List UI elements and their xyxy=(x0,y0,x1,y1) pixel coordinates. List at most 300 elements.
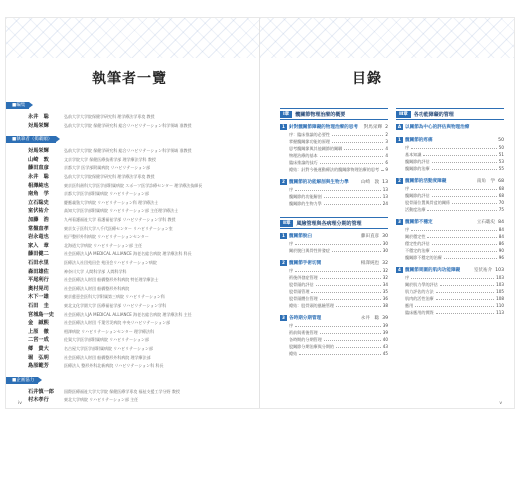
toc-entry xyxy=(280,145,388,152)
toc-entry xyxy=(396,165,504,172)
entry-page: 38 xyxy=(382,303,388,308)
toc-entry xyxy=(396,226,504,233)
chapter-title: 髖關節物理治療的概要 xyxy=(295,111,346,118)
section-page: 2 xyxy=(385,124,388,130)
contributor-name: 藤田直彦 xyxy=(28,165,49,172)
contributor-affiliation: 佐賀大学医学部附属病院 リハビリテーション部 xyxy=(64,337,149,343)
section-number: A xyxy=(397,124,402,129)
contributor-affiliation: 相澤病院 リハビリテーションセンター 理学療法科 xyxy=(64,328,155,334)
leader-dots xyxy=(444,257,497,259)
contributor-affiliation: 東北大学病院 リハビリテーション部 主任 xyxy=(64,397,139,403)
contributor-row xyxy=(28,164,248,172)
leader-dots xyxy=(336,346,381,348)
toc-entry xyxy=(396,185,504,192)
entry-text: 股骨頭的評估 xyxy=(289,281,314,287)
left-page xyxy=(6,18,260,408)
chapter-heading xyxy=(280,108,388,120)
entry-text: 肌力評估的方法 xyxy=(405,288,434,294)
leader-dots xyxy=(320,298,381,300)
entry-page: 70 xyxy=(498,200,504,205)
leader-dots xyxy=(320,155,384,157)
section-title: 各時期分期管理 xyxy=(289,316,322,321)
entry-text: 總結：針對今後運動療法的髖關節物理治療的思考 xyxy=(289,166,380,172)
section-title: 髖關節的活動度障礙 xyxy=(405,179,447,184)
contributor-name: 村木孝行 xyxy=(28,397,49,404)
contributor-row xyxy=(28,216,248,224)
contributor-row xyxy=(28,354,248,362)
section-author: 對馬栄輝 xyxy=(363,125,383,130)
toc-entry xyxy=(280,288,388,295)
contributor-affiliation: 社会医療法人JA MEDICAL ALLIANCE 海老名総合病院 理学療法科 科長 xyxy=(64,251,192,257)
section-number: 2 xyxy=(280,179,287,185)
leader-dots xyxy=(436,298,495,300)
toc-entry xyxy=(396,281,504,288)
decorative-pattern xyxy=(6,18,260,58)
contributor-row xyxy=(28,302,248,310)
contributor-row xyxy=(28,293,248,301)
leader-dots xyxy=(452,202,497,204)
entry-page: 39 xyxy=(382,323,388,328)
contributor-row xyxy=(28,328,248,336)
section-title: 髖關節周圍的肌肉功能障礙 xyxy=(405,268,461,273)
entry-text: 總結 xyxy=(289,350,298,356)
entry-text: 關於穩定性 xyxy=(405,233,426,239)
section-heading xyxy=(396,218,504,226)
entry-page: 34 xyxy=(382,282,388,287)
entry-text: 臨床應用的實際 xyxy=(405,309,434,315)
section-number: 4 xyxy=(396,267,403,273)
entry-page: 51 xyxy=(498,152,504,157)
entry-page: 55 xyxy=(498,166,504,171)
toc-entry xyxy=(280,322,388,329)
contributor-affiliation: 弘前大学大学院 保健学研究科 総合リハビリテーション科学領域 准教授 xyxy=(64,148,192,154)
section-title: 髖關節不穩定 xyxy=(405,220,433,225)
entry-text: 總結：股骨頭的風險管理 xyxy=(289,302,335,308)
contributor-name: 石田 圭 xyxy=(28,303,49,309)
contributor-name: 木下一雄 xyxy=(28,294,49,301)
leader-dots xyxy=(295,325,381,327)
leader-dots xyxy=(320,332,381,334)
entry-page: 30 xyxy=(382,241,388,246)
contributor-row xyxy=(28,199,248,207)
contributor-name: 上原 徹 xyxy=(28,328,49,335)
section-heading xyxy=(280,314,388,322)
section-heading xyxy=(396,177,504,185)
leader-dots xyxy=(311,291,380,293)
contributor-row xyxy=(28,242,248,250)
leader-dots xyxy=(432,250,497,252)
chapter-heading xyxy=(280,217,388,229)
leader-dots xyxy=(324,196,381,198)
contributor-affiliation: 弘前大学大学院保健学研究科 理学療法学専攻 教授 xyxy=(64,114,155,119)
leader-dots xyxy=(423,154,496,156)
contributor-name: 郷 貴大 xyxy=(28,346,49,352)
toc-entry xyxy=(396,144,504,151)
leader-dots xyxy=(436,291,495,293)
section-page: 50 xyxy=(498,137,504,143)
contributor-name: 岩永竜也 xyxy=(28,234,49,241)
section-author: 立石聡史 xyxy=(476,220,496,225)
entry-page: 30 xyxy=(382,248,388,253)
entry-page: 103 xyxy=(496,275,504,280)
section-page: 103 xyxy=(495,267,504,273)
toc-column-right xyxy=(396,108,504,326)
contributors-title: 執筆者一覽 xyxy=(92,71,167,87)
entry-page: 103 xyxy=(496,282,504,287)
contributor-affiliation: 社会医療法人財団 船橋整形外科病院 特任理学療法士 xyxy=(64,277,159,283)
toc-entry xyxy=(280,336,388,343)
entry-page: 105 xyxy=(496,289,504,294)
entry-page: 110 xyxy=(496,303,504,308)
contributor-affiliation: 慶應義塾大学病院 リハビリテーション科 理学療法士 xyxy=(64,199,159,205)
contributor-row xyxy=(28,336,248,344)
leader-dots xyxy=(427,209,496,211)
entry-page: 32 xyxy=(382,268,388,273)
entry-text: 思考髖關節與其他關節的關聯 xyxy=(289,145,343,151)
entry-text: 序 xyxy=(289,186,294,192)
entry-text: 股骨頭管理 xyxy=(289,288,310,294)
entry-page: 96 xyxy=(498,255,504,260)
entry-page: 4 xyxy=(385,153,388,158)
toc-entry xyxy=(396,240,504,247)
entry-page: 2 xyxy=(385,132,388,137)
chapter-badge: Ⅱ章 xyxy=(280,220,293,227)
chapter-badge: Ⅲ章 xyxy=(396,111,411,118)
contributor-affiliation: 東北文化学園大学 医療福祉学部 リハビリテーション学科 xyxy=(64,303,167,308)
leader-dots xyxy=(432,243,497,245)
toc-column-left xyxy=(280,108,388,367)
leader-dots xyxy=(324,203,381,205)
section-heading xyxy=(396,136,504,144)
contributor-affiliation: 社会医療法人JA MEDICAL ALLIANCE 海老名総合病院 理学療法科 主任 xyxy=(64,311,192,317)
entry-text: 穩定性的評估 xyxy=(405,240,430,246)
spacer xyxy=(396,321,504,326)
contributor-name: 藤田健二 xyxy=(28,251,49,258)
entry-page: 68 xyxy=(498,193,504,198)
toc-entry xyxy=(280,267,388,274)
leader-dots xyxy=(381,169,383,171)
section-page: 84 xyxy=(498,219,504,225)
section-page: 39 xyxy=(382,315,388,321)
toc-entry xyxy=(280,274,388,281)
contributor-row xyxy=(28,122,248,130)
entry-text: 物理治療的基本 xyxy=(289,152,318,158)
toc-entry xyxy=(396,192,504,199)
entry-text: 序 xyxy=(405,185,410,191)
section-author: 室伏祐介 xyxy=(473,268,493,273)
toc-title: 目錄 xyxy=(352,71,382,87)
entry-text: 序 xyxy=(289,267,294,273)
contributor-row xyxy=(28,268,248,276)
leader-dots xyxy=(332,134,383,136)
contributor-name: 加藤 浩 xyxy=(28,217,49,223)
entry-text: 掌握髖關節功能的原理 xyxy=(289,138,330,144)
toc-entry xyxy=(280,131,388,138)
contributor-name: 南角 学 xyxy=(28,191,49,198)
contributor-affiliation: 東京慈恵会医科大学附属第三病院 リハビリテーション科 xyxy=(64,294,165,300)
contributor-row xyxy=(28,156,248,164)
contributor-affiliation: 高知大学医学部附属病院 リハビリテーション部 主任理学療法士 xyxy=(64,208,179,214)
toc-entry xyxy=(396,309,504,316)
section-author: 藤田直彦 xyxy=(360,234,380,239)
section-title: 髖關節手術切開 xyxy=(289,261,322,266)
section-heading xyxy=(396,123,504,131)
entry-page: 53 xyxy=(498,159,504,164)
entry-page: 108 xyxy=(496,296,504,301)
toc-entry xyxy=(396,274,504,281)
entry-page: 84 xyxy=(498,227,504,232)
contributor-row xyxy=(28,396,248,404)
entry-text: 股骨頭位置與骨盆的關係 xyxy=(405,199,451,205)
section-number: 3 xyxy=(396,219,403,225)
contributor-row xyxy=(28,362,248,370)
entry-text: 術後併發症管理 xyxy=(289,274,318,280)
contributor-name: 宮城島一史 xyxy=(28,311,54,318)
contributor-affiliation: 京都大学 医学部附属病院 リハビリテーション部 xyxy=(64,165,151,171)
entry-text: 序 xyxy=(405,226,410,232)
section-number: 3 xyxy=(280,315,287,321)
entry-page: 9 xyxy=(385,167,388,172)
entry-text: 髖關節的功能解剖 xyxy=(289,193,322,199)
entry-text: 各時期的分期管理 xyxy=(289,336,322,342)
leader-dots xyxy=(299,353,381,355)
contributor-row xyxy=(28,207,248,215)
entry-page: 113 xyxy=(496,310,504,315)
contributor-affiliation: 医療法人 整形外科北新病院 リハビリテーション科 科長 xyxy=(64,363,164,369)
contributor-row xyxy=(28,345,248,353)
contributor-name: 常盤直孝 xyxy=(28,225,49,232)
toc-entry xyxy=(280,329,388,336)
leader-dots xyxy=(320,162,384,164)
leader-dots xyxy=(295,243,381,245)
section-label: ■編集 xyxy=(6,102,29,109)
entry-text: 序 xyxy=(289,322,294,328)
toc-entry xyxy=(396,151,504,158)
entry-text: 髖關節的生物力學 xyxy=(289,200,322,206)
toc-entry xyxy=(280,186,388,193)
contributor-name: 室伏祐介 xyxy=(28,208,49,215)
leader-dots xyxy=(336,305,381,307)
entry-text: 序 xyxy=(405,144,410,150)
contributor-name: 石田水里 xyxy=(28,260,49,266)
section-heading xyxy=(280,259,388,267)
entry-page: 3 xyxy=(385,139,388,144)
section-number: 1 xyxy=(396,137,403,143)
toc-entry xyxy=(280,152,388,159)
leader-dots xyxy=(344,148,383,150)
section-title: 髖關節的功能解剖與生物力學 xyxy=(289,180,349,185)
toc-entry xyxy=(280,302,388,309)
entry-text: 關於脫臼與骨性併發症 xyxy=(289,247,330,253)
entry-text: 序 xyxy=(289,240,294,246)
entry-page: 32 xyxy=(382,275,388,280)
entry-page: 13 xyxy=(382,187,388,192)
spacer xyxy=(280,362,388,367)
contributor-row xyxy=(28,311,248,319)
contributor-affiliation: 社会医療法人財団 船橋整形外科病院 理学療法部 xyxy=(64,354,151,360)
toc-entry xyxy=(280,295,388,302)
entry-text: 序 xyxy=(405,274,410,280)
section-heading xyxy=(280,178,388,186)
entry-text: 股關節分期治療與分期的 xyxy=(289,343,335,349)
contributor-row xyxy=(28,182,248,190)
contributor-name: 森田雄佐 xyxy=(28,268,49,275)
entry-text: 臨床推論的技巧 xyxy=(289,159,318,165)
contributor-affiliation: 文京学院大学 保健医療技術学部 理学療法学科 教授 xyxy=(64,156,156,162)
right-page xyxy=(260,18,514,408)
book-spread xyxy=(6,18,514,408)
contributor-name: 奥村晃司 xyxy=(28,285,49,292)
entry-page: 50 xyxy=(498,145,504,150)
entry-page: 68 xyxy=(498,186,504,191)
section-number: 1 xyxy=(280,124,287,130)
contributor-name: 堀 弘明 xyxy=(28,354,49,361)
entry-text: 髖關節的評估 xyxy=(405,192,430,198)
contributor-row xyxy=(28,190,248,198)
leader-dots xyxy=(411,229,497,231)
entry-text: 關於肌力學的評估 xyxy=(405,281,438,287)
contributor-name: 石井慎一郎 xyxy=(28,388,54,395)
page-number-right: v xyxy=(499,401,502,406)
toc-entry xyxy=(280,240,388,247)
entry-text: 應用 xyxy=(405,302,414,308)
chapter-heading xyxy=(396,108,504,120)
contributor-row xyxy=(28,319,248,327)
section-author: 相澤純也 xyxy=(360,261,380,266)
contributor-name: 永井 聡 xyxy=(28,174,49,180)
chapter-badge: Ⅰ章 xyxy=(280,111,292,118)
entry-page: 84 xyxy=(498,234,504,239)
section-page: 32 xyxy=(382,260,388,266)
contributor-name: 永井 聡 xyxy=(28,114,49,120)
toc-entry xyxy=(396,302,504,309)
section-title: 針對髖關節障礙的物理治療的思考 xyxy=(289,125,358,130)
section-author: 南角 学 xyxy=(476,179,496,184)
contributor-row xyxy=(28,276,248,284)
section-heading xyxy=(280,123,388,131)
entry-text: 肌肉的活性治療 xyxy=(405,295,434,301)
contributor-row xyxy=(28,388,248,396)
leader-dots xyxy=(320,277,381,279)
entry-page: 13 xyxy=(382,194,388,199)
toc-entry xyxy=(396,206,504,213)
contributor-name: 山崎 敦 xyxy=(28,156,49,163)
leader-dots xyxy=(411,277,494,279)
leader-dots xyxy=(295,270,381,272)
section-heading xyxy=(396,266,504,274)
entry-text: 髖關節的治療 xyxy=(405,165,430,171)
toc-entry xyxy=(396,295,504,302)
toc-entry xyxy=(396,233,504,240)
contributor-name: 対馬栄輝 xyxy=(28,122,49,129)
section-number: 1 xyxy=(280,233,287,239)
entry-text: 髖關節不穩定的治療 xyxy=(405,254,442,260)
contributor-name: 二宮一成 xyxy=(28,337,49,344)
entry-page: 4 xyxy=(385,146,388,151)
contributor-row xyxy=(28,259,248,267)
section-title: 髖關節的疼痛 xyxy=(405,138,433,143)
contributor-row xyxy=(28,250,248,258)
entry-page: 35 xyxy=(382,289,388,294)
entry-page: 45 xyxy=(382,351,388,356)
contributor-name: 対馬栄輝 xyxy=(28,148,49,155)
leader-dots xyxy=(432,168,497,170)
entry-text: 股骨頭體位管理 xyxy=(289,295,318,301)
toc-entry xyxy=(280,138,388,145)
contributor-affiliation: 松戸整形外科病院 リハビリテーションセンター xyxy=(64,234,149,240)
entry-text: 術前與術後管理 xyxy=(289,329,318,335)
section-page: 13 xyxy=(382,179,388,185)
leader-dots xyxy=(411,147,497,149)
toc-entry xyxy=(280,343,388,350)
contributor-name: 島原範芳 xyxy=(28,363,49,370)
contributor-name: 金 誠熙 xyxy=(28,320,49,327)
section-title: 以關節為中心的評估與物理治療 xyxy=(405,125,470,130)
contributor-affiliation: 北海道大学病院 リハビリテーション部 主任 xyxy=(64,242,143,248)
toc-entry xyxy=(396,247,504,254)
toc-entry xyxy=(396,288,504,295)
entry-text: 活動度治療 xyxy=(405,206,426,212)
chapter-title: 各功能障礙的管理 xyxy=(413,111,454,118)
leader-dots xyxy=(432,195,497,197)
toc-entry xyxy=(280,350,388,357)
section-number: 2 xyxy=(396,178,403,184)
toc-entry xyxy=(280,281,388,288)
leader-dots xyxy=(427,236,496,238)
leader-dots xyxy=(415,305,494,307)
entry-page: 90 xyxy=(498,248,504,253)
contributor-row xyxy=(28,233,248,241)
contributor-name: 相澤純也 xyxy=(28,182,49,189)
contributor-row xyxy=(28,147,248,155)
contributor-affiliation: 社会医療法人財団 船橋整形外科病院 xyxy=(64,285,130,291)
toc-entry xyxy=(396,199,504,206)
section-page: 30 xyxy=(382,233,388,239)
entry-text: 不穩定的治療 xyxy=(405,247,430,253)
toc-entry xyxy=(280,193,388,200)
leader-dots xyxy=(324,339,381,341)
contributor-affiliation: 名古屋大学医学部附属病院 リハビリテーション部 xyxy=(64,346,153,351)
leader-dots xyxy=(295,189,381,191)
contributor-name: 平尾利行 xyxy=(28,277,49,284)
leader-dots xyxy=(411,188,497,190)
contributor-affiliation: 東京医科歯科大学医学部附属病院 スポーツ医学診療センター 理学療法技師長 xyxy=(64,182,203,188)
contributor-row xyxy=(28,173,248,181)
section-page: 68 xyxy=(498,178,504,184)
toc-entry xyxy=(280,159,388,166)
leader-dots xyxy=(332,250,381,252)
contributor-affiliation: 医療法人社団苑田会 苑田会リハビリテーション病院 xyxy=(64,260,157,265)
leader-dots xyxy=(332,141,383,143)
chapter-title: 風險管理與各病理分期的管理 xyxy=(296,220,362,227)
toc-entry xyxy=(280,200,388,207)
contributor-affiliation: 弘前大学大学院 保健学研究科 総合リハビリテーション科学領域 准教授 xyxy=(64,122,192,128)
leader-dots xyxy=(432,161,497,163)
contributor-affiliation: 京都大学医学部附属病院 リハビリテーション部 xyxy=(64,191,149,197)
entry-page: 40 xyxy=(382,337,388,342)
toc-entry xyxy=(396,158,504,165)
entry-text: 髖關節的評估 xyxy=(405,158,430,164)
contributor-row xyxy=(28,285,248,293)
contributor-name: 立石聡史 xyxy=(28,199,49,206)
contributor-affiliation: 弘前大学大学院保健学研究科 理学療法学専攻 教授 xyxy=(64,174,155,179)
contributor-affiliation: 国際医療福祉大学大学院 保健医療学専攻 福祉支援工学分野 教授 xyxy=(64,388,180,394)
contributor-name: 家入 章 xyxy=(28,242,49,249)
entry-page: 36 xyxy=(382,296,388,301)
entry-page: 75 xyxy=(498,207,504,212)
section-title: 髖關節脫臼 xyxy=(289,234,312,239)
contributor-affiliation: 社会医療法人財団 千葉労災病院 中央リハビリテーション部 xyxy=(64,320,171,326)
